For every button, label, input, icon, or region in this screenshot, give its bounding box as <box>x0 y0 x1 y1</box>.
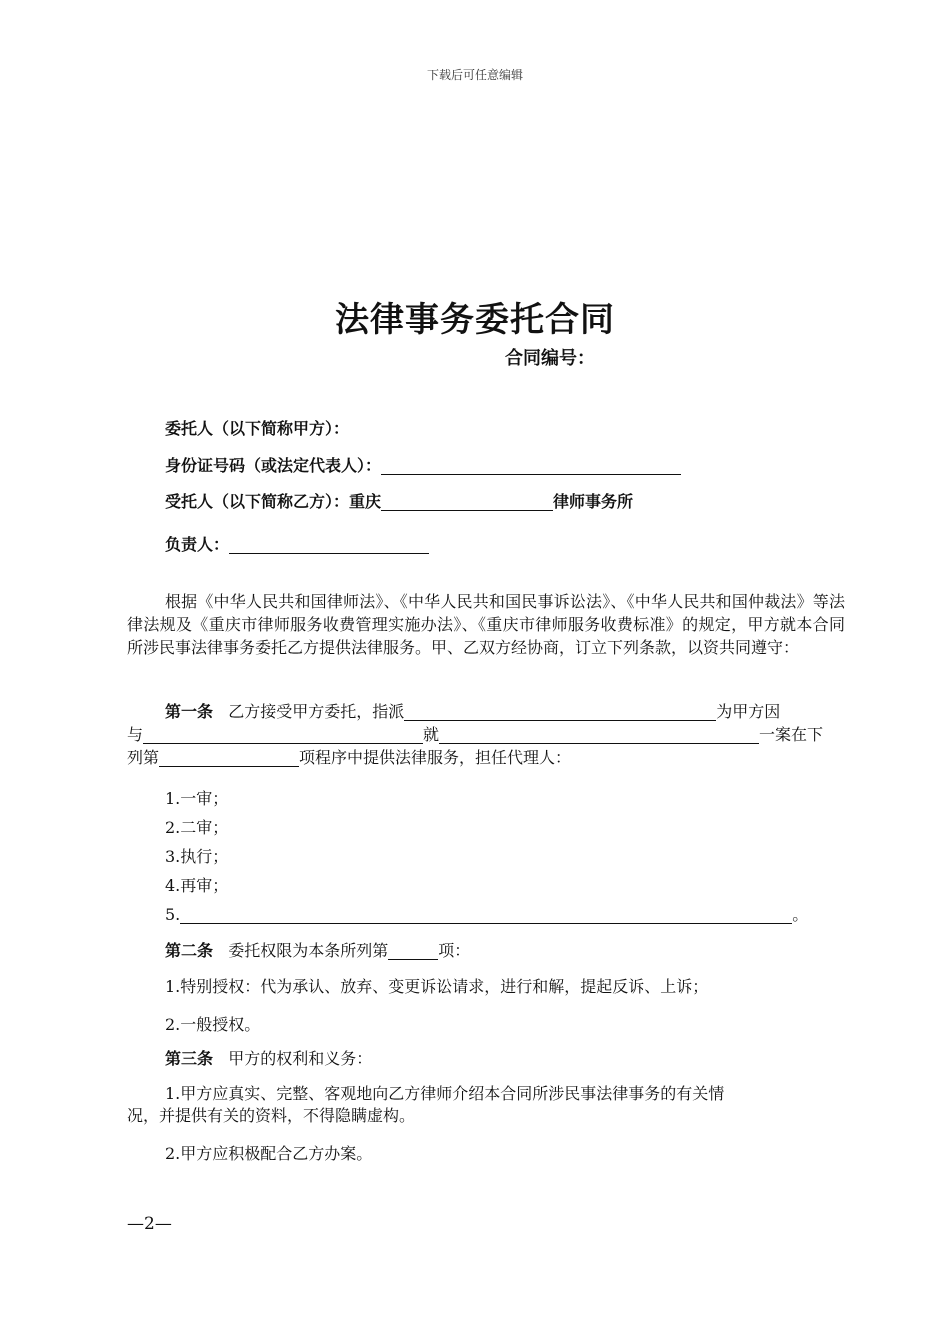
item5-prefix: 5. <box>165 905 181 924</box>
article1-item-3: 3.执行； <box>165 847 229 866</box>
article2-label: 第二条 <box>165 941 214 960</box>
agent-prefix: 受托人（以下简称乙方）：重庆 <box>165 492 382 511</box>
article1-line1 <box>127 700 845 723</box>
document-title: 法律事务委托合同 <box>335 300 615 340</box>
procedure-blank[interactable] <box>159 748 299 767</box>
article3-item-1-line2: 况，并提供有关的资料，不得隐瞒虚构。 <box>127 1106 416 1125</box>
article1-text-a: 乙方接受甲方委托，指派 <box>228 702 405 721</box>
article1-item-2: 2.二审； <box>165 818 229 837</box>
assigned-lawyer-blank[interactable] <box>404 702 716 721</box>
article1-label: 第一条 <box>165 702 214 721</box>
law-firm-blank[interactable] <box>381 492 553 511</box>
contract-number-label: 合同编号： <box>505 348 595 369</box>
article2-text-a: 委托权限为本条所列第 <box>228 941 389 960</box>
id-label: 身份证号码（或法定代表人）： <box>165 456 382 475</box>
article2-text-b: 项： <box>438 941 471 960</box>
counterparty-blank[interactable] <box>143 725 423 744</box>
article1-item-4: 4.再审； <box>165 876 229 895</box>
item5-blank[interactable] <box>180 905 792 924</box>
article2-item-1: 1.特别授权：代为承认、放弃、变更诉讼请求，进行和解，提起反诉、上诉； <box>165 977 709 996</box>
responsible-label: 负责人： <box>165 535 230 554</box>
agent-line <box>165 489 633 512</box>
article3-line <box>165 1046 372 1069</box>
article1-text-g: 项程序中提供法律服务，担任代理人： <box>299 748 572 767</box>
intro-paragraph: 根据《中华人民共和国律师法》、《中华人民共和国民事诉讼法》、《中华人民共和国仲裁法》等法律法规及《重庆市律师服务收费管理实施办法》、《重庆市律师服务收费标准》的规定，甲方就本合同所涉民事法律事务委托乙方提供法律服务。甲、乙双方经协商，订立下列条款，以资共同遵守： <box>127 592 845 657</box>
article1-text-f: 列第 <box>127 748 160 767</box>
authority-item-blank[interactable] <box>388 941 438 960</box>
page-number: —2— <box>127 1214 172 1234</box>
responsible-line <box>165 532 429 555</box>
article1-text-e: 一案在下 <box>759 725 824 744</box>
article1-text-c: 与 <box>127 725 144 744</box>
article1-text-d: 就 <box>423 725 440 744</box>
agent-suffix: 律师事务所 <box>553 492 634 511</box>
article1-item-1: 1.一审； <box>165 789 229 808</box>
item5-suffix: 。 <box>792 905 809 924</box>
principal-line <box>165 416 349 439</box>
article3-text: 甲方的权利和义务： <box>228 1049 373 1068</box>
article3-label: 第三条 <box>165 1049 214 1068</box>
article1-text-b: 为甲方因 <box>716 702 781 721</box>
article1-line2 <box>127 723 845 746</box>
article3-item-1-line1: 1.甲方应真实、完整、客观地向乙方律师介绍本合同所涉民事法律事务的有关情 <box>165 1084 725 1103</box>
article1-item-5 <box>165 902 808 925</box>
id-line <box>165 453 681 476</box>
article1-line3 <box>127 746 845 769</box>
article2-line <box>165 938 470 961</box>
id-blank[interactable] <box>381 456 681 475</box>
article2-item-2: 2.一般授权。 <box>165 1015 261 1034</box>
article3-item-2: 2.甲方应积极配合乙方办案。 <box>165 1144 373 1163</box>
header-note: 下载后可任意编辑 <box>426 68 523 82</box>
responsible-blank[interactable] <box>229 535 429 554</box>
matter-blank[interactable] <box>439 725 759 744</box>
principal-label: 委托人（以下简称甲方）： <box>165 419 350 438</box>
